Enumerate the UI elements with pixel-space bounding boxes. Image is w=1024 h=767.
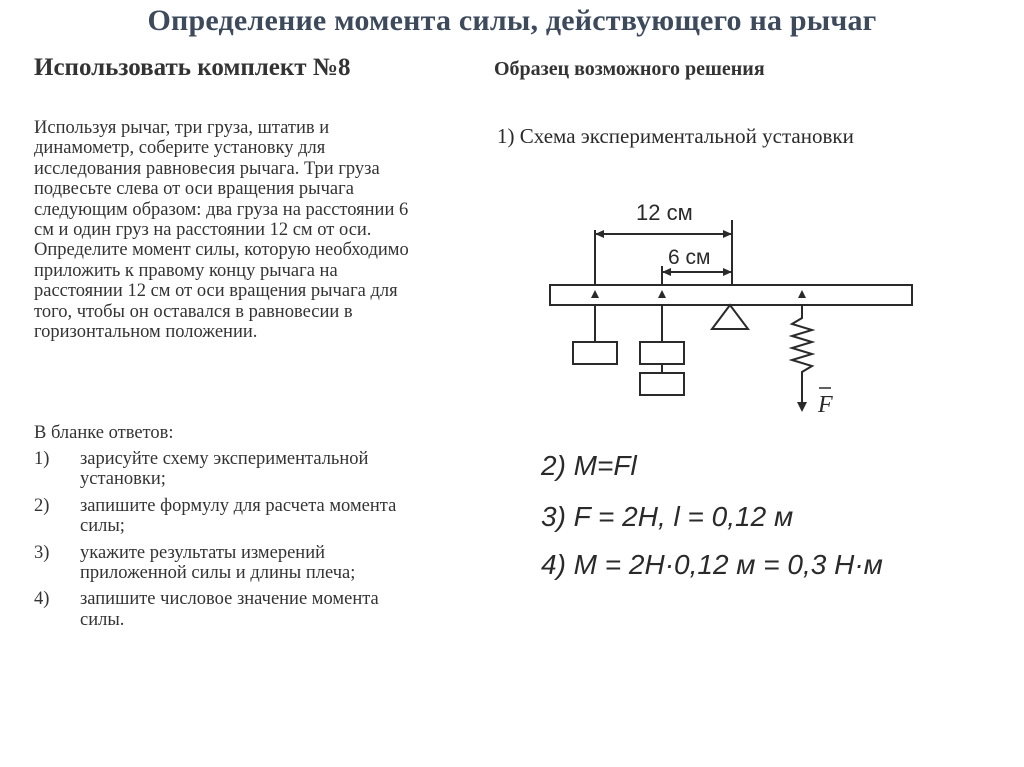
- arrowhead: [662, 268, 671, 276]
- list-item: [34, 589, 434, 630]
- fulcrum: [712, 305, 748, 329]
- arrowhead: [591, 290, 599, 298]
- arrowhead: [797, 402, 807, 412]
- dimension-label-6: 6 см: [668, 246, 711, 269]
- weight-left: [573, 342, 617, 364]
- step-number: 2): [34, 495, 50, 516]
- step-number: 4): [34, 589, 50, 610]
- step-text: запишите числовое значение момента силы.: [80, 589, 379, 630]
- sample-solution-label: Образец возможного решения: [494, 58, 765, 80]
- step-text: зарисуйте схему экспериментальной установки;: [80, 449, 369, 490]
- formula-measurements: 3) F = 2H, l = 0,12 м: [541, 501, 794, 532]
- page-title: Определение момента силы, действующего на рычаг: [147, 4, 877, 37]
- arrowhead: [658, 290, 666, 298]
- step-number: 3): [34, 542, 50, 563]
- arrowhead: [723, 230, 732, 238]
- spring: [792, 305, 812, 386]
- task-text: Используя рычаг, три груза, штатив и динамометр, соберите установку для исследования равновесия рычага. Три груза подвесьте слева от оси вращения рычага следующим образом: два груза на расстоянии 6 см и один груз на расстоянии 12 см от оси. Определите момент силы, которую необходимо приложить к правому концу рычага на расстоянии 12 см от оси вращения рычага для того, чтобы он оставался в равновесии в горизонтальном положении.: [34, 118, 409, 343]
- step-text: запишите формулу для расчета момента силы;: [80, 495, 397, 537]
- step-text: укажите результаты измерений приложенной силы и длины плеча;: [80, 542, 356, 584]
- formula-moment: 2) M=Fl: [541, 450, 637, 481]
- arrowhead: [595, 230, 604, 238]
- weight-middle-bottom: [640, 373, 684, 395]
- scheme-heading: 1) Схема экспериментальной установки: [497, 124, 854, 148]
- lever-bar: [550, 285, 912, 305]
- step-number: 1): [34, 449, 50, 469]
- lever-diagram: [540, 190, 930, 430]
- weight-middle-top: [640, 342, 684, 364]
- list-item: [34, 496, 434, 537]
- formula-result: 4) M = 2H·0,12 м = 0,3 Н·м: [541, 549, 883, 580]
- list-item: [34, 543, 434, 584]
- steps-list: [34, 449, 434, 636]
- arrowhead: [723, 268, 732, 276]
- answers-heading: В бланке ответов:: [34, 423, 174, 443]
- dimension-label-12: 12 см: [636, 200, 693, 225]
- kit-label: Использовать комплект №8: [34, 54, 351, 81]
- list-item: [34, 449, 434, 490]
- force-label: F: [818, 392, 833, 418]
- arrowhead: [798, 290, 806, 298]
